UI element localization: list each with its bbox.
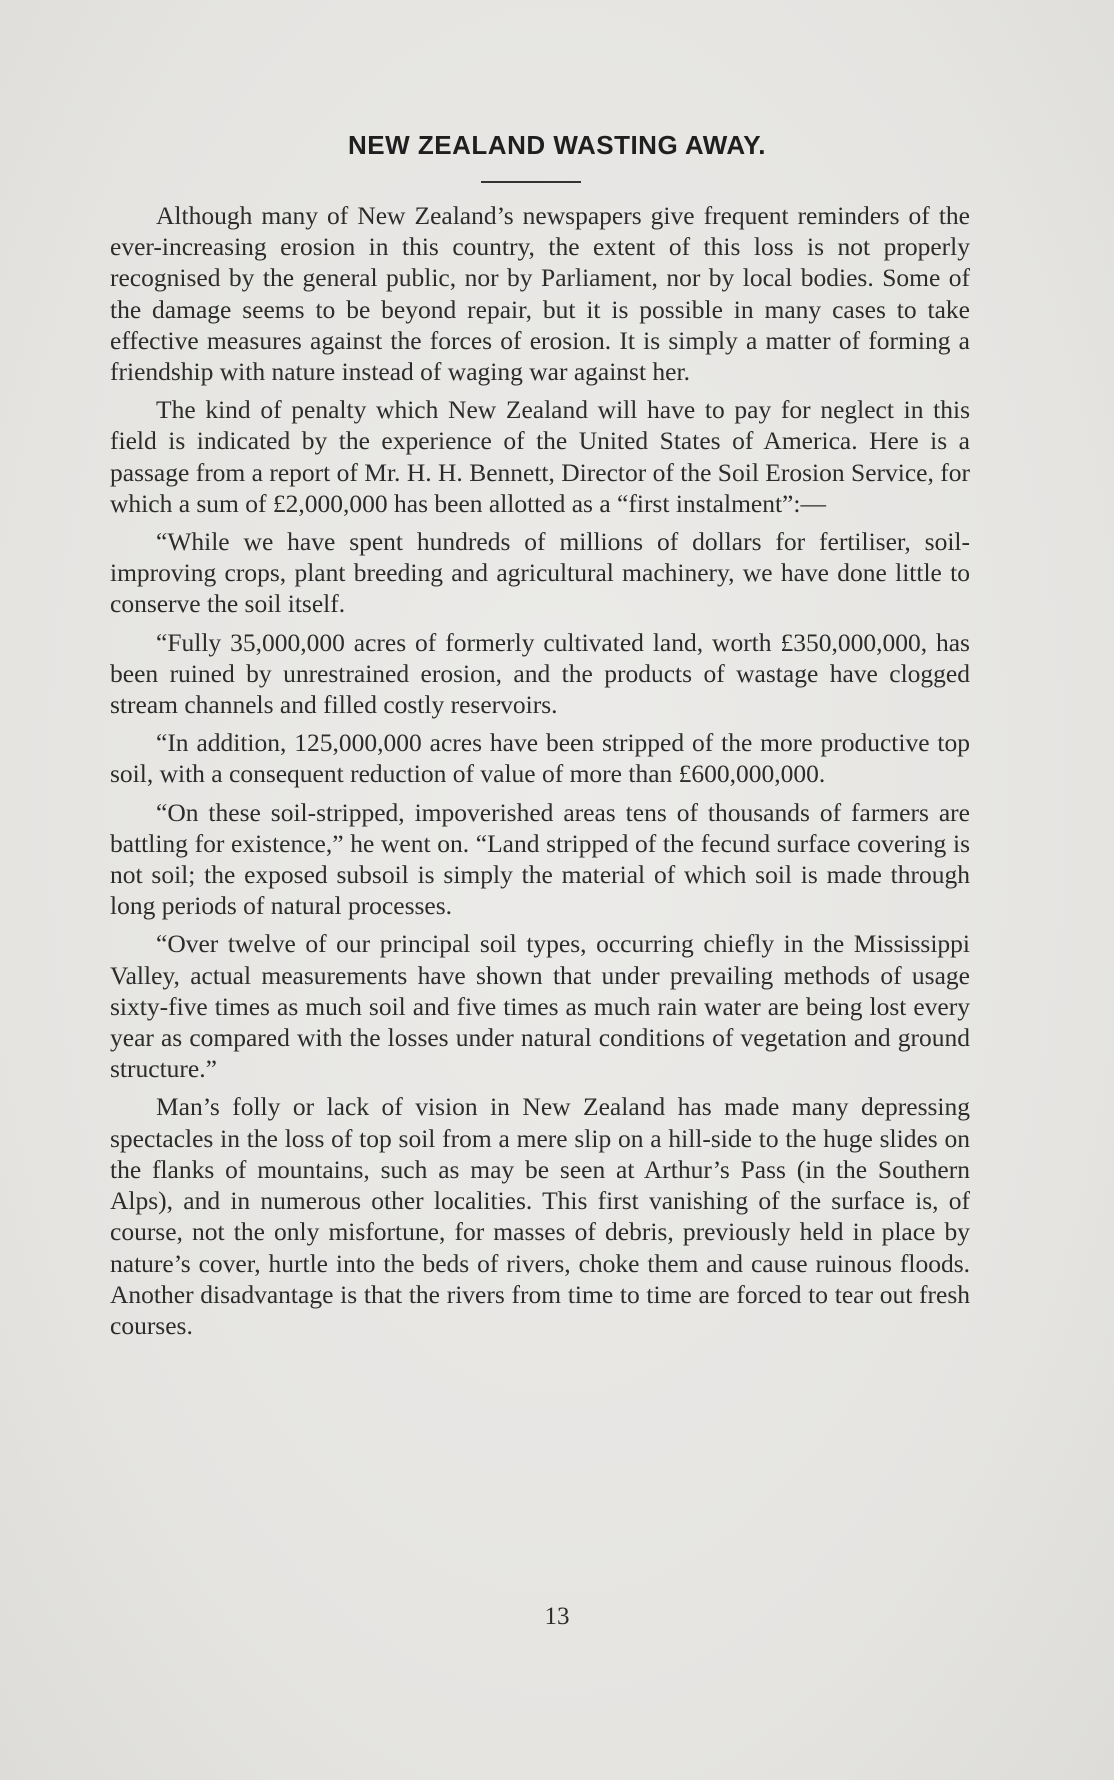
paragraph-quote-fertiliser: “While we have spent hundreds of millions of dollars for fertiliser, soil-improving crops, plant breeding and agricultural machinery, we have done little to conserve the soil itself. (110, 527, 970, 619)
page-number: 13 (544, 1603, 570, 1630)
article-body (110, 200, 970, 1348)
paragraph-quote-farmers: “On these soil-stripped, impoverished areas tens of thousands of farmers are battling for existence,” he went on. “Land stripped of the fecund surface covering is not soil; the exposed subsoil is simply the material of which soil is made through long periods of natural processes. (110, 797, 970, 921)
paragraph-penalty: The kind of penalty which New Zealand will have to pay for neglect in this field is indicated by the experience of the United States of America. Here is a passage from a report of Mr. H. H. Bennett, Director of the Soil Erosion Service, for which a sum of £2,000,000 has been allotted as a “first instalment”:— (110, 395, 970, 518)
paragraph-intro: Although many of New Zealand’s newspapers give frequent reminders of the ever-increasing erosion in this country, the extent of this loss is not properly recognised by the general public, nor by Parliament, nor by local bodies. Some of the damage seems to be beyond repair, but it is possible in many cases to take effective measures against the forces of erosion. It is simply a matter of forming a friendship with nature instead of waging war against her. (110, 201, 970, 387)
page-title: NEW ZEALAND WASTING AWAY. (348, 130, 766, 160)
paragraph-quote-measurements: “Over twelve of our principal soil types, occurring chiefly in the Mississippi Valley, actual measurements have shown that under prevailing methods of usage sixty-five times as much soil and five times as much rain water are being lost every year as compared with the losses under natural conditions of vegetation and ground structure.” (110, 929, 970, 1084)
paragraph-quote-top-soil: “In addition, 125,000,000 acres have been stripped of the more productive top soil, with a consequent reduction of value of more than £600,000,000. (110, 728, 970, 789)
paragraph-new-zealand-folly: Man’s folly or lack of vision in New Zealand has made many depressing spectacles in the loss of top soil from a mere slip on a hill-side to the huge slides on the flanks of mountains, such as may be seen at Arthur’s Pass (in the Southern Alps), and in numerous other localities. This first vanishing of the surface is, of course, not the only misfortune, for masses of debris, previously held in place by nature’s cover, hurtle into the beds of rivers, choke them and cause ruinous floods. Another disadvantage is that the rivers from time to time are forced to tear out fresh courses. (110, 1092, 970, 1340)
paragraph-quote-acres-ruined: “Fully 35,000,000 acres of formerly cultivated land, worth £350,000,000, has been ruined by unrestrained erosion, and the products of wastage have clogged stream channels and filled costly reservoirs. (110, 627, 970, 720)
title-divider (481, 181, 581, 183)
